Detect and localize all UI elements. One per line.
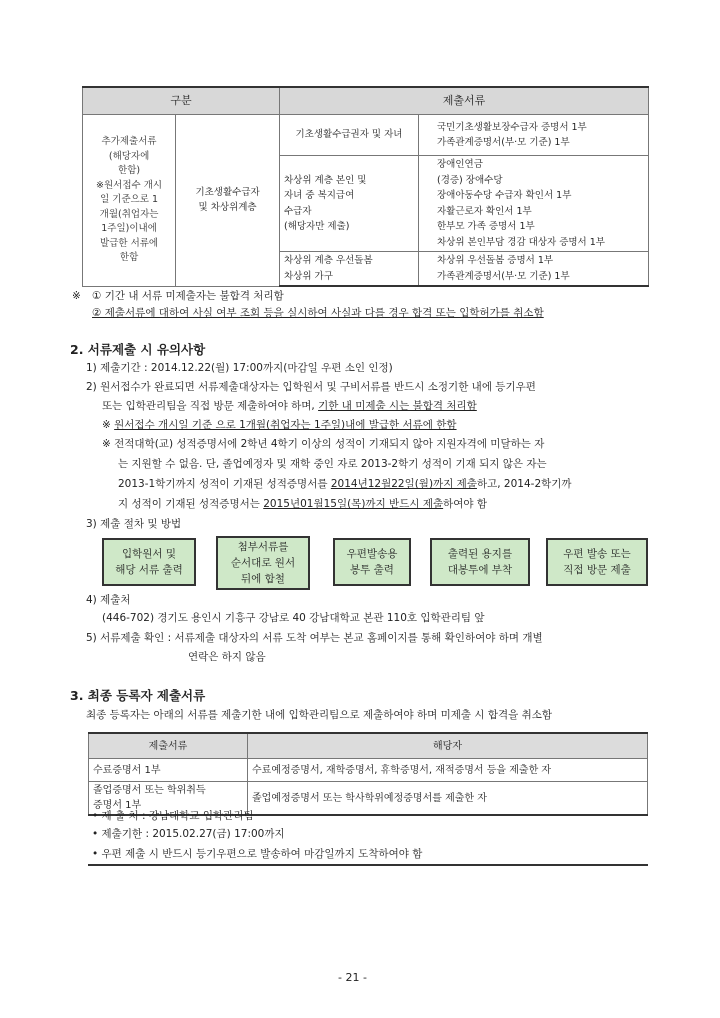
bullet-2: • 제출기한 : 2015.02.27(금) 17:00까지 <box>92 828 285 840</box>
row-2-doc: 졸업증명서 또는 학위취득 증명서 1부 <box>89 782 248 816</box>
group-3-docs: 차상위 우선돌봄 증명서 1부 가족관계증명서(부·모 기준) 1부 <box>419 252 649 287</box>
group-1-label: 기초생활수급권자 및 자녀 <box>280 115 419 156</box>
bullet-3: • 우편 제출 시 반드시 등기우편으로 발송하여 마감일까지 도착하여야 함 <box>92 848 423 860</box>
group-2-label: 차상위 계층 본인 및 자녀 중 복지급여 수급자 (해당자만 제출) <box>280 156 419 252</box>
step-3-box: 우편발송용 봉투 출력 <box>333 538 411 586</box>
note-mark: ※ <box>72 290 81 302</box>
s2-item-2d: ※ 전적대학(교) 성적증명서에 2학년 4학기 이상의 성적이 기재되지 않아 지원자격에 미달하는 자 <box>102 438 545 450</box>
basic-livelihood-cell: 기초생활수급자 및 차상위계층 <box>176 115 280 287</box>
s2-item-2e: 는 지원할 수 없음. 단, 졸업예정자 및 재학 중인 자로 2013-2학기 성적이 기재 되지 않은 자는 <box>118 458 547 470</box>
s2-item-1: 1) 제출기간 : 2014.12.22(월) 17:00까지(마감일 우편 소인 인정) <box>86 362 393 374</box>
step-5-box: 우편 발송 또는 직접 방문 제출 <box>546 538 648 586</box>
s2-item-2f: 2013-1학기까지 성적이 기재된 성적증명서를 2014년12월22일(월)까지 제출하고, 2014-2학기까 <box>118 478 572 490</box>
step-4-box: 출력된 용지를 대봉투에 부착 <box>430 538 530 586</box>
s2-item-4: 4) 제출처 <box>86 594 131 606</box>
note-2: ② 제출서류에 대하여 사실 여부 조회 등을 실시하여 사실과 다를 경우 합격 또는 입학허가를 취소함 <box>92 307 544 319</box>
section-2-title: 2. 서류제출 시 유의사항 <box>70 342 206 357</box>
s2-item-2a: 2) 원서접수가 완료되면 서류제출대상자는 입학원서 및 구비서류를 반드시 소정기한 내에 등기우편 <box>86 381 536 393</box>
header-category: 구분 <box>83 87 280 115</box>
group-1-docs: 국민기초생활보장수급자 증명서 1부 가족관계증명서(부·모 기준) 1부 <box>419 115 649 156</box>
row-1-doc: 수료증명서 1부 <box>89 759 248 782</box>
s2-item-2c: ※ 원서접수 개시일 기준 으로 1개월(취업자는 1주일)내에 발급한 서류에 한함 <box>102 419 457 431</box>
bullet-1: • 제 출 처 : 강남대학교 입학관리팀 <box>92 810 254 822</box>
step-2-box: 첨부서류를 순서대로 원서 뒤에 합철 <box>216 536 310 590</box>
page-number: - 21 - <box>338 971 367 984</box>
s2-item-3: 3) 제출 절차 및 방법 <box>86 518 182 530</box>
s2-item-5a: 5) 서류제출 확인 : 서류제출 대상자의 서류 도착 여부는 본교 홈페이지를 통해 확인하여야 하며 개별 <box>86 632 543 644</box>
header-documents: 제출서류 <box>280 87 649 115</box>
final-registrant-table <box>88 732 648 816</box>
header-doc: 제출서류 <box>89 733 248 759</box>
header-who: 해당자 <box>248 733 648 759</box>
submission-documents-table <box>82 86 649 287</box>
row-1-who: 수료예정증명서, 재학증명서, 휴학증명서, 재적증명서 등을 제출한 자 <box>248 759 648 782</box>
note-1: ① 기간 내 서류 미제출자는 불합격 처리함 <box>92 290 284 302</box>
s2-item-4-address: (446-702) 경기도 용인시 기흥구 강남로 40 강남대학교 본관 110호 입학관리팀 앞 <box>102 612 485 624</box>
section-3-intro: 최종 등록자는 아래의 서류를 제출기한 내에 입학관리팀으로 제출하여야 하며 미제출 시 합격을 취소함 <box>86 709 553 721</box>
bullets-bottom-rule <box>88 864 648 866</box>
s2-item-2g: 지 성적이 기재된 성적증명서는 2015년01월15일(목)까지 반드시 제출하여야 함 <box>118 498 488 510</box>
additional-docs-cell: 추가제출서류 (해당자에 한함) ※원서접수 개시 일 기준으로 1 개월(취업자는 1주일)이내에 발급한 서류에 한함 <box>83 115 176 287</box>
s2-item-2b: 또는 입학관리팀을 직접 방문 제출하여야 하며, 기한 내 미제출 시는 불합격 처리함 <box>102 400 477 412</box>
row-2-who: 졸업예정증명서 또는 학사학위예정증명서를 제출한 자 <box>248 782 648 816</box>
group-2-docs: 장애인연금 (경증) 장애수당 장애아동수당 수급자 확인서 1부 자활근로자 확인서 1부 한부모 가족 증명서 1부 차상위 본인부담 경감 대상자 증명서 1부 <box>419 156 649 252</box>
group-3-label: 차상위 계층 우선돌봄 차상위 가구 <box>280 252 419 287</box>
section-3-title: 3. 최종 등록자 제출서류 <box>70 688 206 703</box>
s2-item-5b: 연락은 하지 않음 <box>188 651 266 663</box>
step-1-box: 입학원서 및 해당 서류 출력 <box>102 538 196 586</box>
